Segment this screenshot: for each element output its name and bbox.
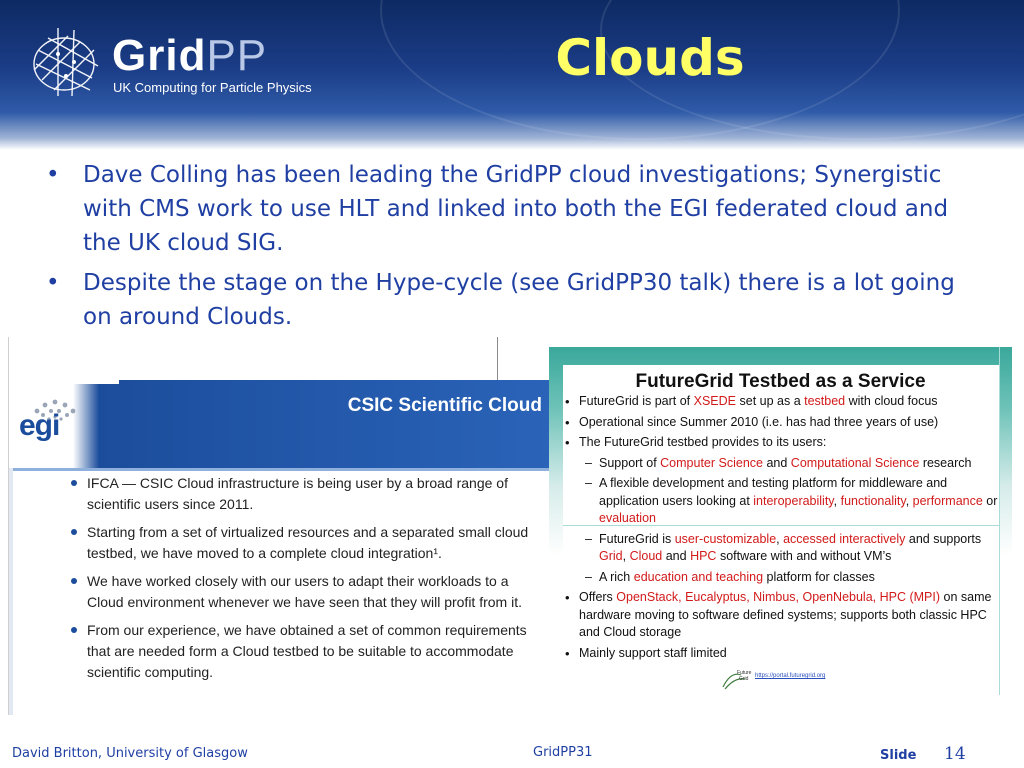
list-item: • Offers OpenStack, Eucalyptus, Nimbus, OpenNebula, HPC (MPI) on same hardware moving to software defined systems; supports both classic HPC and Cloud storage xyxy=(565,589,1005,642)
egi-slide-image xyxy=(8,337,550,715)
bullet-icon: • xyxy=(46,270,60,296)
list-item: • Mainly support staff limited xyxy=(565,645,1005,663)
slide-title: Clouds xyxy=(555,29,745,87)
futuregrid-slide-image xyxy=(549,347,1012,695)
egi-side-strip xyxy=(9,468,13,715)
list-item: We have worked closely with our users to adapt their workloads to a Cloud environment whenever we have seen that they will profit from it. xyxy=(71,571,541,613)
list-item: – A flexible development and testing platform for middleware and application users looking at interoperability, functionality, performance or evaluation xyxy=(565,475,1005,528)
bullet-item xyxy=(40,158,990,260)
list-item: • FutureGrid is part of XSEDE set up as a testbed with cloud focus xyxy=(565,393,1005,411)
list-item: IFCA — CSIC Cloud infrastructure is being user by a broad range of scientific users since 2011. xyxy=(71,473,541,515)
egi-slide-title: CSIC Scientific Cloud xyxy=(347,395,542,416)
bullet-icon: • xyxy=(46,162,60,188)
gridpp-globe-icon xyxy=(28,20,108,100)
footer-author: David Britton, University of Glasgow xyxy=(12,746,248,761)
bullet-item xyxy=(40,266,990,334)
footer-slide-number: 14 xyxy=(944,744,966,764)
footer-slide-label: Slide xyxy=(880,748,917,763)
main-bullet-list xyxy=(40,158,990,340)
logo-grid: Grid xyxy=(112,31,207,80)
svg-text:Grid: Grid xyxy=(739,676,749,682)
divider xyxy=(497,337,498,382)
logo-tagline: UK Computing for Particle Physics xyxy=(113,80,312,95)
gridpp-logo-text xyxy=(112,31,268,80)
list-item: – A rich education and teaching platform for classes xyxy=(565,569,1005,587)
egi-band-cap xyxy=(9,368,119,384)
bullet-text: Dave Colling has been leading the GridPP cloud investigations; Synergistic with CMS work to use HLT and linked into both the EGI federated cloud and the UK cloud SIG. xyxy=(83,162,949,256)
futuregrid-title: FutureGrid Testbed as a Service xyxy=(635,371,926,392)
egi-logo-text: egi xyxy=(19,409,60,442)
bullet-text: Despite the stage on the Hype-cycle (see GridPP30 talk) there is a lot going on around Clouds. xyxy=(83,270,955,330)
logo-pp: PP xyxy=(206,31,268,80)
svg-text:Future: Future xyxy=(737,670,752,676)
futuregrid-logo-icon xyxy=(719,667,755,691)
futuregrid-bullet-list xyxy=(565,393,1005,665)
egi-bullet-list xyxy=(71,473,541,690)
list-item: – Support of Computer Science and Computational Science research xyxy=(565,455,1005,473)
futuregrid-portal-link[interactable]: https://portal.futuregrid.org xyxy=(755,673,826,679)
footer-event: GridPP31 xyxy=(533,745,593,760)
list-item: – FutureGrid is user-customizable, accessed interactively and supports Grid, Cloud and HPC software with and without VM’s xyxy=(565,531,1005,566)
slide-header xyxy=(0,0,1024,150)
list-item: From our experience, we have obtained a set of common requirements that are needed form a Cloud testbed to be suitable to accommodate scientific computing. xyxy=(71,620,541,683)
list-item: • The FutureGrid testbed provides to its users: xyxy=(565,434,1005,452)
list-item: • Operational since Summer 2010 (i.e. has had three years of use) xyxy=(565,414,1005,432)
divider xyxy=(9,468,550,471)
list-item: Starting from a set of virtualized resources and a separated small cloud testbed, we have moved to a complete cloud integration¹. xyxy=(71,522,541,564)
